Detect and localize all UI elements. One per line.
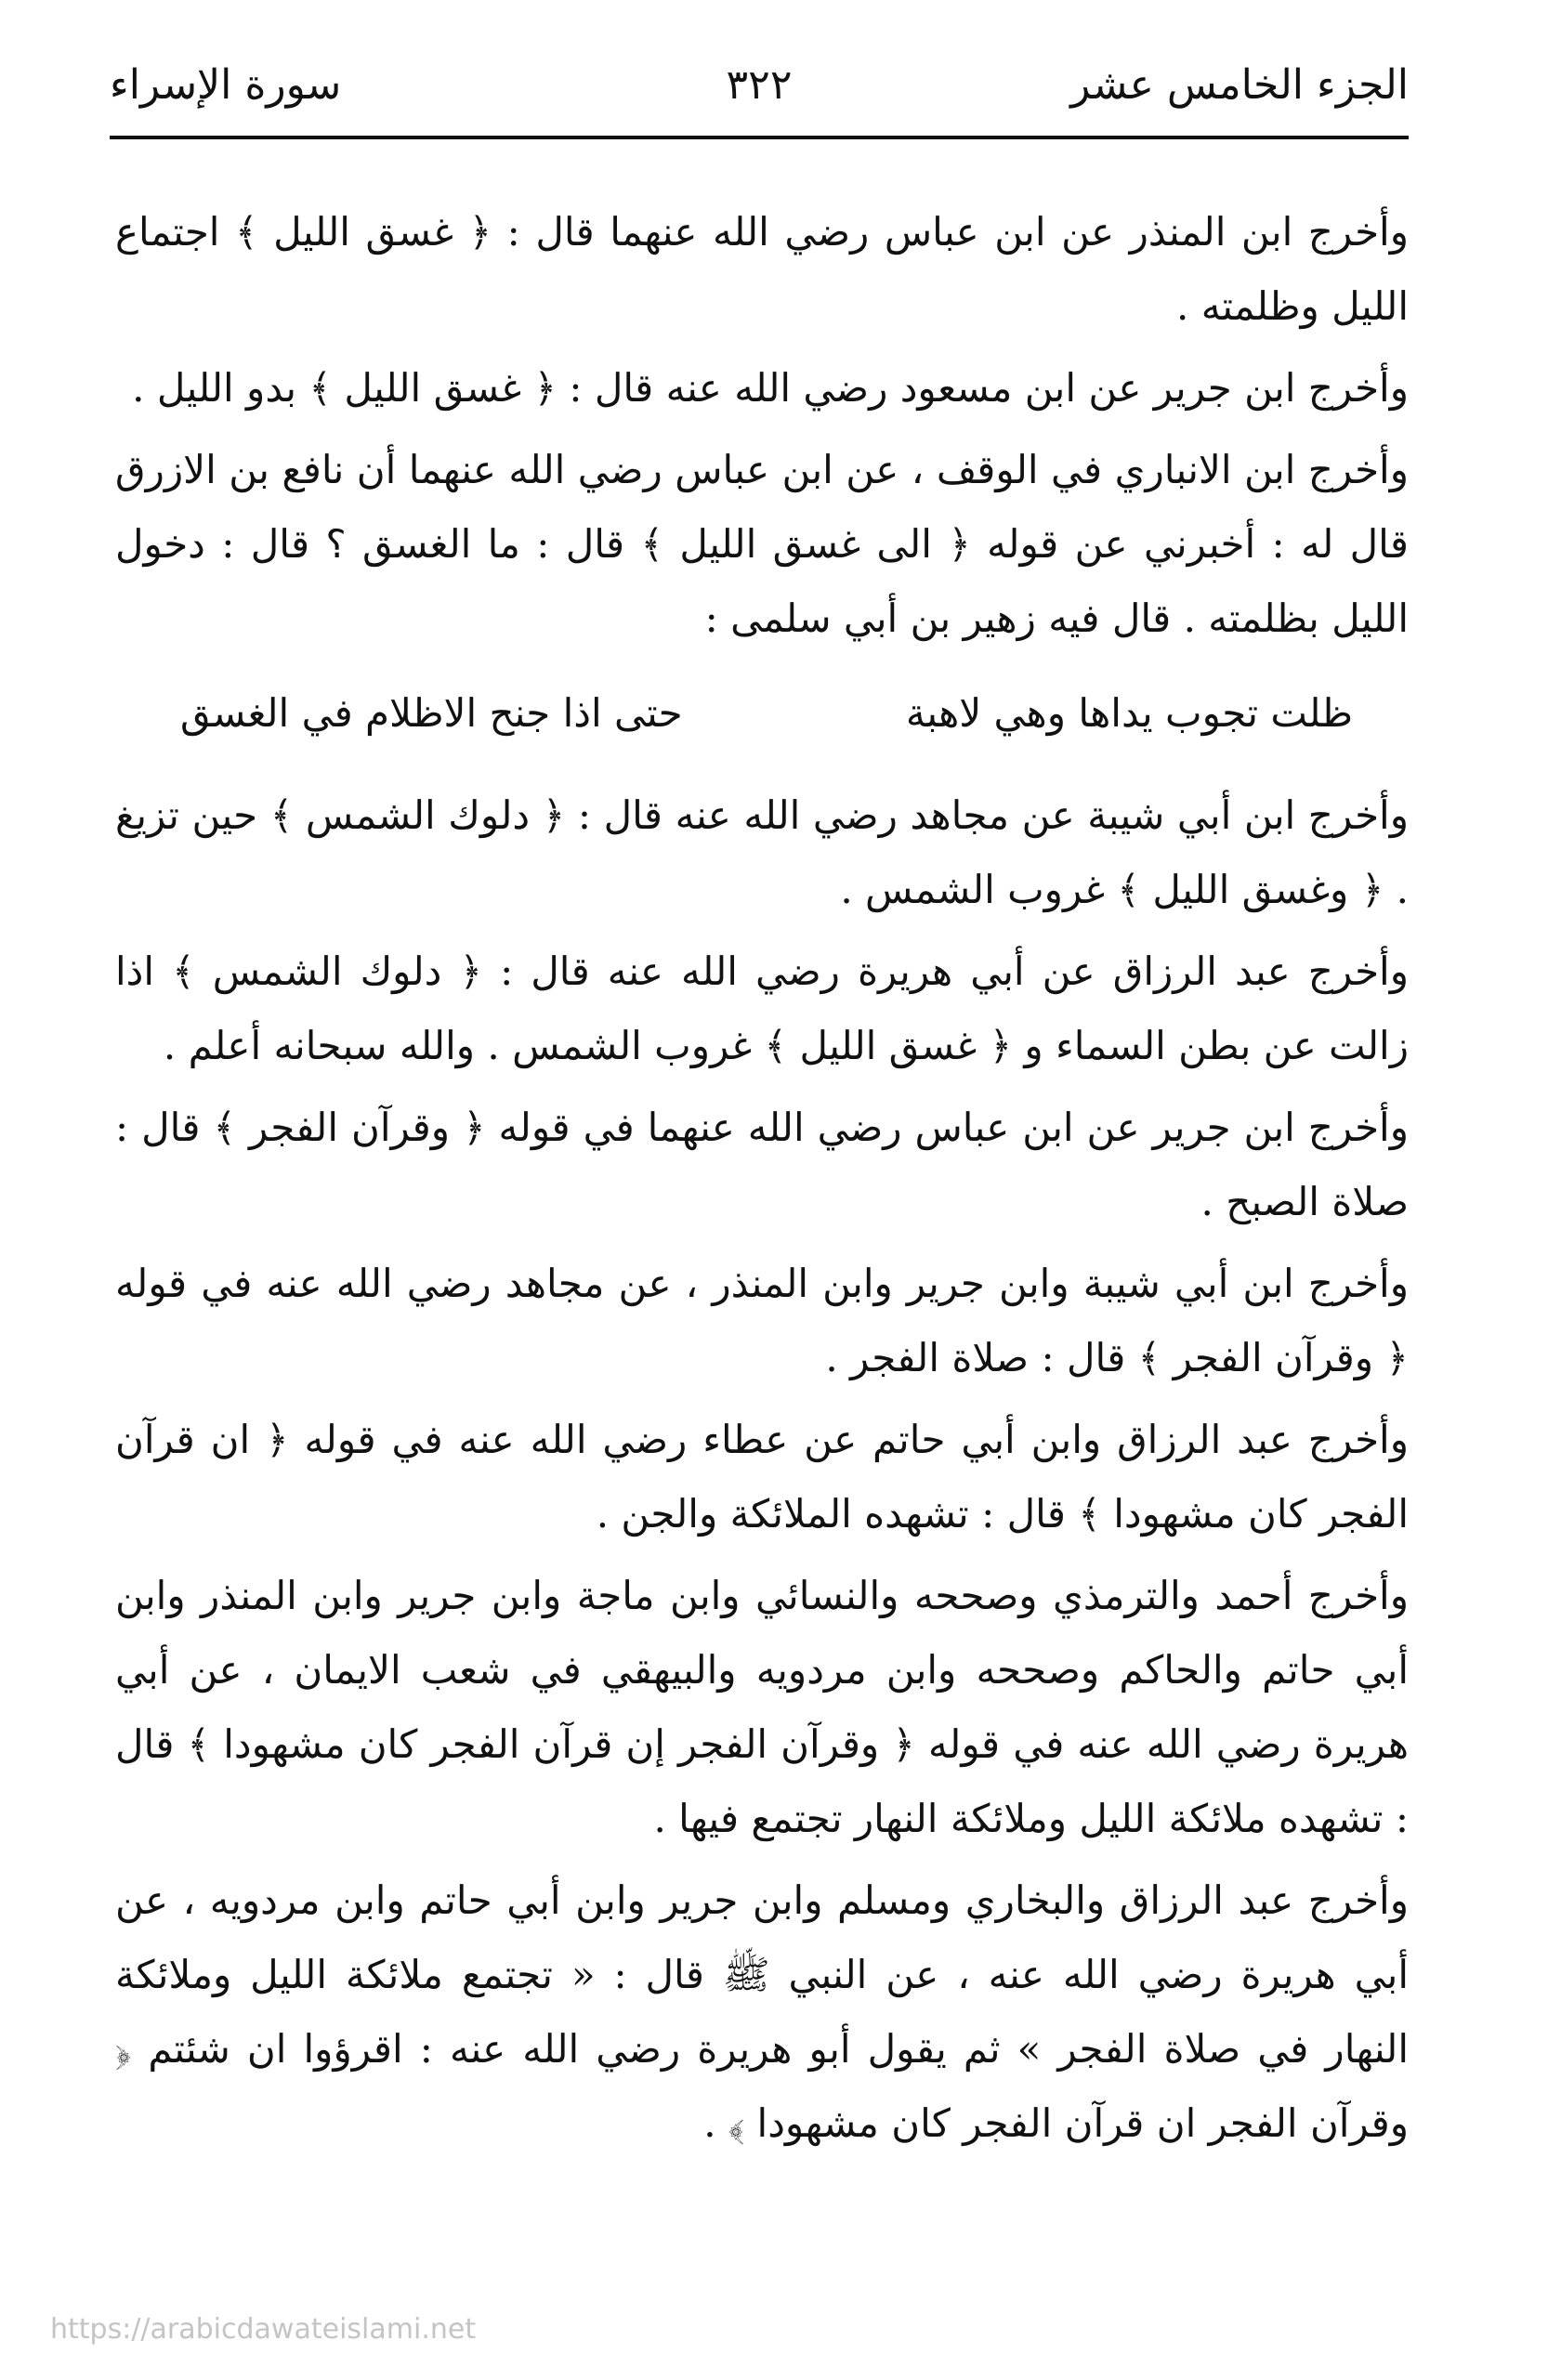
paragraph: وأخرج ابن المنذر عن ابن عباس رضي الله عنهما قال : ﴿ غسق الليل ﴾ اجتماع الليل وظلمته .	[115, 209, 1409, 329]
poem-first-hemistich: ظلت تجوب يداها وهي لاهبة	[905, 690, 1353, 736]
page-number: ٣٢٢	[726, 61, 793, 109]
paragraph: وأخرج عبد الرزاق وابن أبي حاتم عن عطاء رضي الله عنه في قوله ﴿ ان قرآن الفجر كان مشهودا ﴾ قال : تشهده الملائكة والجن .	[115, 1417, 1409, 1537]
paragraph: وأخرج عبد الرزاق عن أبي هريرة رضي الله عنه قال : ﴿ دلوك الشمس ﴾ اذا زالت عن بطن السماء و ﴿ غسق الليل ﴾ غروب الشمس . والله سبحانه أعلم .	[115, 948, 1409, 1068]
paragraph: وأخرج ابن الانباري في الوقف ، عن ابن عباس رضي الله عنهما أن نافع بن الازرق قال له : أخبرني عن قوله ﴿ الى غسق الليل ﴾ قال : ما الغسق ؟ قال : دخول الليل بظلمته . قال فيه زهير بن أبي سلمى :	[115, 447, 1409, 641]
surah-title: سورة الإسراء	[110, 61, 342, 109]
paragraph: وأخرج أحمد والترمذي وصححه والنسائي وابن ماجة وابن جرير وابن المنذر وابن أبي حاتم والحاكم وصححه وابن مردويه والبيهقي في شعب الايمان ، عن أبي هريرة رضي الله عنه في قوله ﴿ وقرآن الفجر إن قرآن الفجر كان مشهودا ﴾ قال : تشهده ملائكة الليل وملائكة النهار تجتمع فيها .	[115, 1573, 1409, 1841]
paragraph: وأخرج عبد الرزاق والبخاري ومسلم وابن جرير وابن أبي حاتم وابن مردويه ، عن أبي هريرة رضي الله عنه ، عن النبي ﷺ قال : « تجتمع ملائكة الليل وملائكة النهار في صلاة الفجر » ثم يقول أبو هريرة رضي الله عنه : اقرؤوا ان شئتم ﴿ وقرآن الفجر ان قرآن الفجر كان مشهودا ﴾ .	[115, 1877, 1409, 2146]
header-divider	[110, 136, 1409, 139]
poem-second-hemistich: حتى اذا جنح الاظلام في الغسق	[180, 690, 683, 736]
poem-verse	[115, 676, 1409, 751]
paragraph: وأخرج ابن جرير عن ابن عباس رضي الله عنهما في قوله ﴿ وقرآن الفجر ﴾ قال : صلاة الصبح .	[115, 1105, 1409, 1224]
part-title: الجزء الخامس عشر	[1070, 61, 1409, 109]
page-body	[115, 195, 1409, 2168]
paragraph: وأخرج ابن أبي شيبة عن مجاهد رضي الله عنه قال : ﴿ دلوك الشمس ﴾ حين تزيغ . ﴿ وغسق الليل ﴾ غروب الشمس .	[115, 792, 1409, 912]
watermark-url: https://arabicdawateislami.net	[50, 2313, 477, 2346]
paragraph: وأخرج ابن أبي شيبة وابن جرير وابن المنذر ، عن مجاهد رضي الله عنه في قوله ﴿ وقرآن الفجر ﴾ قال : صلاة الفجر .	[115, 1261, 1409, 1380]
paragraph: وأخرج ابن جرير عن ابن مسعود رضي الله عنه قال : ﴿ غسق الليل ﴾ بدو الليل .	[132, 365, 1409, 411]
page-header	[110, 58, 1409, 123]
